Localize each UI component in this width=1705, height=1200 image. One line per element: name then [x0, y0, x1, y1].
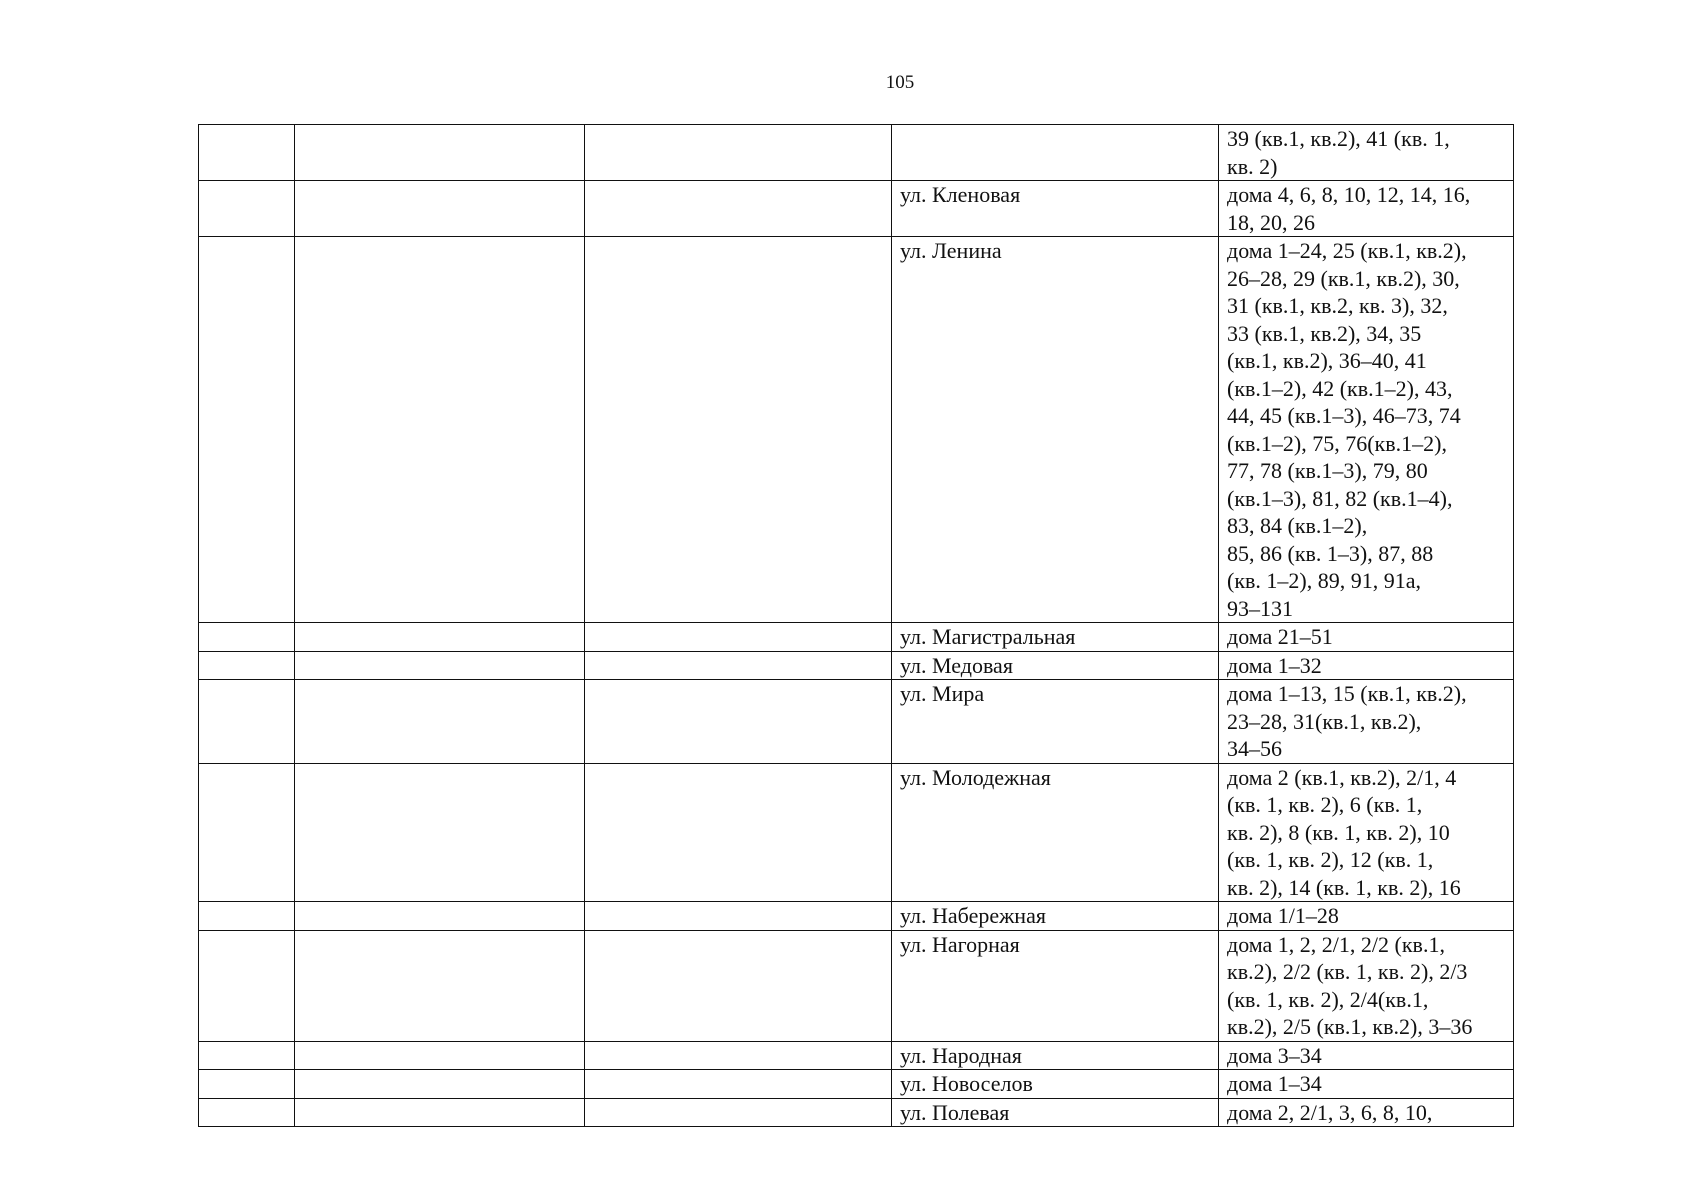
houses-line: кв. 2), 8 (кв. 1, кв. 2), 10	[1227, 819, 1450, 845]
table-row	[199, 930, 1514, 1041]
houses-line: 18, 20, 26	[1227, 209, 1315, 235]
empty-cell-3	[585, 930, 892, 1041]
empty-cell-2	[295, 763, 585, 902]
houses-cell	[1219, 125, 1514, 181]
houses-line: 44, 45 (кв.1–3), 46–73, 74	[1227, 403, 1461, 428]
houses-line: дома 1–32	[1227, 652, 1322, 678]
empty-cell-2	[295, 1098, 585, 1127]
houses-line: дома 1–34	[1227, 1071, 1322, 1096]
houses-line: 34–56	[1227, 736, 1282, 761]
empty-cell-2	[295, 680, 585, 764]
houses-cell	[1219, 1070, 1514, 1099]
empty-cell-3	[585, 651, 892, 680]
houses-line: дома 1/1–28	[1227, 903, 1339, 928]
houses-line: дома 2 (кв.1, кв.2), 2/1, 4	[1227, 764, 1457, 790]
houses-line: дома 1–24, 25 (кв.1, кв.2),	[1227, 238, 1467, 263]
houses-line: 85, 86 (кв. 1–3), 87, 88	[1227, 540, 1434, 566]
houses-cell	[1219, 680, 1514, 764]
houses-cell	[1219, 1098, 1514, 1127]
houses-line: (кв.1–3), 81, 82 (кв.1–4),	[1227, 485, 1453, 511]
street-cell	[892, 125, 1219, 181]
empty-cell-3	[585, 623, 892, 652]
table-row	[199, 1070, 1514, 1099]
empty-cell-2	[295, 181, 585, 237]
houses-cell	[1219, 623, 1514, 652]
empty-cell-3	[585, 1041, 892, 1070]
houses-line: (кв. 1, кв. 2), 2/4(кв.1,	[1227, 986, 1429, 1012]
empty-cell-3	[585, 680, 892, 764]
empty-cell-2	[295, 237, 585, 623]
empty-cell-3	[585, 181, 892, 237]
empty-cell-3	[585, 125, 892, 181]
street-cell: ул. Полевая	[892, 1098, 1219, 1127]
houses-line: 93–131	[1227, 595, 1293, 621]
houses-line: (кв. 1–2), 89, 91, 91а,	[1227, 568, 1421, 593]
address-table	[198, 124, 1514, 1127]
houses-cell	[1219, 763, 1514, 902]
houses-line: дома 21–51	[1227, 624, 1333, 649]
houses-cell	[1219, 930, 1514, 1041]
empty-cell-1	[199, 902, 295, 931]
table-row	[199, 125, 1514, 181]
street-cell: ул. Магистральная	[892, 623, 1219, 652]
empty-cell-1	[199, 1070, 295, 1099]
empty-cell-1	[199, 1098, 295, 1127]
houses-cell	[1219, 1041, 1514, 1070]
houses-line: дома 3–34	[1227, 1042, 1322, 1068]
street-cell: ул. Молодежная	[892, 763, 1219, 902]
table-row	[199, 623, 1514, 652]
table-row	[199, 763, 1514, 902]
houses-cell	[1219, 902, 1514, 931]
empty-cell-2	[295, 125, 585, 181]
empty-cell-3	[585, 763, 892, 902]
page-number: 105	[885, 72, 915, 93]
street-cell: ул. Набережная	[892, 902, 1219, 931]
houses-line: кв. 2)	[1227, 153, 1278, 179]
houses-line: дома 1–13, 15 (кв.1, кв.2),	[1227, 681, 1467, 706]
street-cell: ул. Нагорная	[892, 930, 1219, 1041]
empty-cell-1	[199, 125, 295, 181]
houses-line: (кв. 1, кв. 2), 12 (кв. 1,	[1227, 847, 1434, 872]
houses-line: 83, 84 (кв.1–2),	[1227, 513, 1368, 538]
empty-cell-1	[199, 237, 295, 623]
empty-cell-3	[585, 237, 892, 623]
houses-line: кв.2), 2/5 (кв.1, кв.2), 3–36	[1227, 1014, 1473, 1039]
houses-line: 77, 78 (кв.1–3), 79, 80	[1227, 458, 1428, 483]
empty-cell-2	[295, 623, 585, 652]
empty-cell-2	[295, 930, 585, 1041]
empty-cell-1	[199, 623, 295, 652]
empty-cell-2	[295, 651, 585, 680]
street-cell: ул. Народная	[892, 1041, 1219, 1070]
empty-cell-1	[199, 1041, 295, 1070]
houses-line: дома 4, 6, 8, 10, 12, 14, 16,	[1227, 182, 1471, 207]
houses-line: кв.2), 2/2 (кв. 1, кв. 2), 2/3	[1227, 959, 1468, 984]
empty-cell-1	[199, 930, 295, 1041]
houses-line: дома 2, 2/1, 3, 6, 8, 10,	[1227, 1099, 1433, 1125]
empty-cell-1	[199, 181, 295, 237]
houses-cell	[1219, 181, 1514, 237]
table-row	[199, 651, 1514, 680]
houses-line: (кв.1–2), 75, 76(кв.1–2),	[1227, 430, 1447, 456]
empty-cell-3	[585, 1098, 892, 1127]
houses-line: (кв.1, кв.2), 36–40, 41	[1227, 348, 1427, 373]
empty-cell-3	[585, 1070, 892, 1099]
houses-line: дома 1, 2, 2/1, 2/2 (кв.1,	[1227, 931, 1445, 957]
houses-line: (кв.1–2), 42 (кв.1–2), 43,	[1227, 375, 1453, 401]
empty-cell-2	[295, 902, 585, 931]
table-row	[199, 902, 1514, 931]
houses-line: 39 (кв.1, кв.2), 41 (кв. 1,	[1227, 126, 1450, 151]
houses-line: 23–28, 31(кв.1, кв.2),	[1227, 708, 1422, 734]
table-row	[199, 1041, 1514, 1070]
table-row	[199, 237, 1514, 623]
street-cell: ул. Кленовая	[892, 181, 1219, 237]
street-cell: ул. Мира	[892, 680, 1219, 764]
table-row	[199, 1098, 1514, 1127]
table-row	[199, 181, 1514, 237]
empty-cell-1	[199, 763, 295, 902]
empty-cell-2	[295, 1070, 585, 1099]
houses-line: 31 (кв.1, кв.2, кв. 3), 32,	[1227, 293, 1448, 318]
houses-cell	[1219, 237, 1514, 623]
table-row	[199, 680, 1514, 764]
houses-line: 26–28, 29 (кв.1, кв.2), 30,	[1227, 265, 1460, 291]
street-cell: ул. Ленина	[892, 237, 1219, 623]
street-cell: ул. Новоселов	[892, 1070, 1219, 1099]
houses-cell	[1219, 651, 1514, 680]
empty-cell-3	[585, 902, 892, 931]
houses-line: кв. 2), 14 (кв. 1, кв. 2), 16	[1227, 874, 1461, 900]
address-table-body	[199, 125, 1514, 1127]
street-cell: ул. Медовая	[892, 651, 1219, 680]
empty-cell-1	[199, 680, 295, 764]
empty-cell-2	[295, 1041, 585, 1070]
houses-line: (кв. 1, кв. 2), 6 (кв. 1,	[1227, 792, 1423, 817]
empty-cell-1	[199, 651, 295, 680]
houses-line: 33 (кв.1, кв.2), 34, 35	[1227, 320, 1422, 346]
